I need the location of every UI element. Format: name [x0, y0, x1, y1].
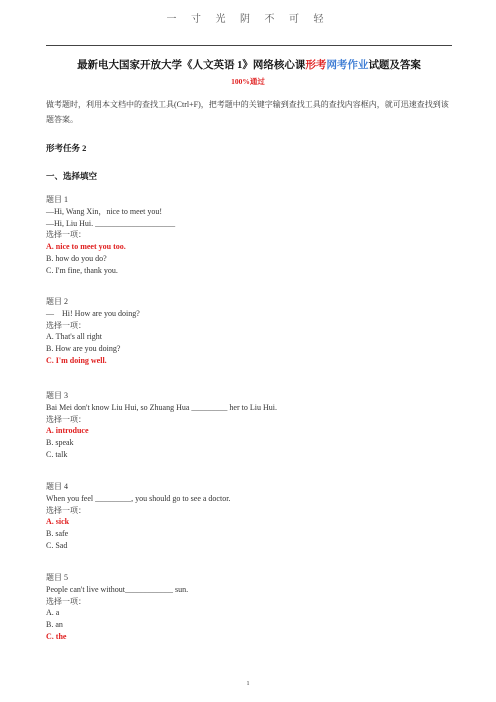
task-heading: 形考任务 2: [46, 143, 87, 153]
title-main: 最新电大国家开放大学《人文英语 1》网络核心课: [77, 60, 306, 71]
option-a-correct: A. introduce: [46, 426, 89, 436]
option-prompt: 选择一项：: [46, 505, 86, 515]
question-stem-line: —Hi, Wang Xin，nice to meet you!: [46, 206, 163, 216]
title-highlight-red: 形考: [305, 60, 327, 71]
option-prompt: 选择一项：: [46, 320, 86, 330]
option-b: B. speak: [46, 438, 74, 448]
option-b: B. how do you do?: [46, 253, 107, 263]
option-a: A. a: [46, 608, 60, 618]
option-prompt: 选择一项：: [46, 230, 86, 240]
question-stem-line: Bai Mei don't know Liu Hui, so Zhuang Hua _________ her to Liu Hui.: [46, 402, 277, 412]
header-motto: 一 寸 光 阴 不 可 轻: [166, 14, 330, 25]
option-c: C. I'm fine, thank you.: [46, 265, 118, 275]
option-a: A. That's all right: [46, 332, 102, 342]
option-b: B. safe: [46, 529, 69, 539]
page-number: 1: [246, 681, 250, 687]
title-suffix: 试题及答案: [368, 60, 421, 71]
section-heading: 一、选择填空: [46, 171, 98, 181]
question-label: 题目 3: [46, 391, 68, 400]
question-block: [46, 481, 456, 552]
intro-paragraph: 做考题时，利用本文档中的查找工具(Ctrl+F)，把考题中的关键字输到查找工具的查找内容框内，就可迅速查找到该题答案。: [46, 100, 449, 124]
question-label: 题目 2: [46, 297, 68, 306]
question-label: 题目 1: [46, 195, 68, 204]
option-a-correct: A. sick: [46, 517, 70, 527]
question-stem-line: —Hi, Liu Hui. ____________________: [46, 218, 176, 228]
question-block: [46, 390, 456, 461]
document-title: [46, 57, 452, 72]
title-highlight-blue: 网考作业: [326, 60, 369, 71]
option-prompt: 选择一项：: [46, 596, 86, 606]
question-block: [46, 194, 456, 277]
option-a-correct: A. nice to meet you too.: [46, 242, 126, 252]
option-c-correct: C. I'm doing well.: [46, 355, 107, 365]
question-block: [46, 572, 456, 643]
question-label: 题目 4: [46, 482, 68, 491]
question-stem-line: When you feel _________, you should go to see a doctor.: [46, 493, 231, 503]
question-stem-line: — Hi! How are you doing?: [46, 308, 140, 318]
option-c-correct: C. the: [46, 631, 67, 641]
question-stem-line: People can't live without____________ sun.: [46, 584, 189, 594]
option-prompt: 选择一项：: [46, 414, 86, 424]
option-b: B. an: [46, 620, 63, 630]
option-b: B. How are you doing?: [46, 344, 121, 354]
header-divider: [46, 45, 452, 46]
question-label: 题目 5: [46, 573, 68, 582]
question-block: [46, 296, 456, 367]
option-c: C. Sad: [46, 540, 68, 550]
option-c: C. talk: [46, 449, 68, 459]
pass-rate-tag: 100%通过: [231, 77, 265, 86]
